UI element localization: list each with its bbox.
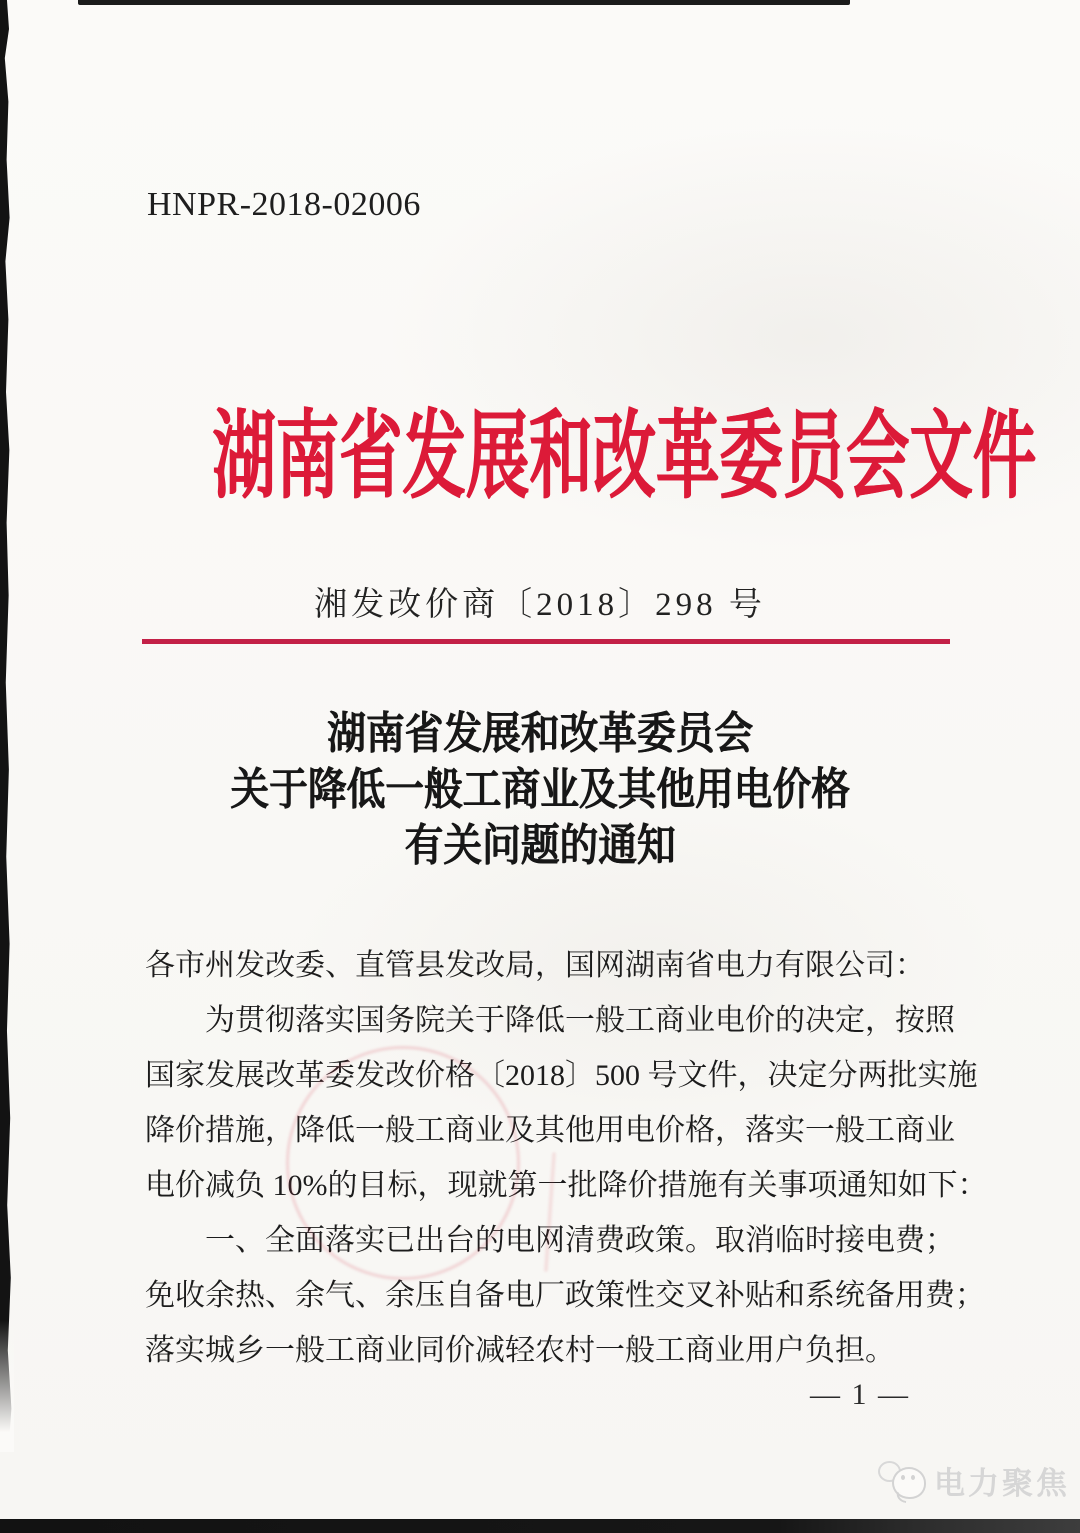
red-separator-rule (142, 639, 950, 644)
letterhead-title-text: 湖南省发展和改革委员会文件 (212, 403, 1036, 510)
letterhead-title (0, 380, 1080, 517)
body-line: 国家发展改革委发改价格〔2018〕500 号文件，决定分两批实施 (145, 1059, 978, 1092)
publisher-watermark (876, 1458, 1070, 1503)
scan-edge-bottom (0, 1519, 1080, 1533)
document-number: 湘发改价商〔2018〕298 号 (314, 587, 766, 623)
body-line: 降价措施，降低一般工商业及其他用电价格，落实一般工商业 (145, 1114, 955, 1147)
notice-title-line: 湖南省发展和改革委员会 (327, 709, 753, 758)
body-line: 电价减负 10%的目标，现就第一批降价措施有关事项通知如下： (145, 1169, 988, 1202)
body-line: 一、全面落实已出台的电网清费政策。取消临时接电费； (205, 1224, 955, 1257)
seal-ghost-circle (286, 1046, 520, 1280)
notice-title-line: 关于降低一般工商业及其他用电价格 (230, 765, 850, 814)
notice-title (0, 706, 1080, 874)
body-line: 免收余热、余气、余压自备电厂政策性交叉补贴和系统备用费； (145, 1279, 985, 1312)
body-line: 落实城乡一般工商业同价减轻农村一般工商业用户负担。 (145, 1334, 895, 1367)
watermark-label: 电力聚焦 (934, 1466, 1070, 1501)
chat-bubbles-icon (876, 1459, 928, 1503)
scan-edge-top (78, 0, 850, 5)
body-line: 为贯彻落实国务院关于降低一般工商业电价的决定，按照 (205, 1004, 955, 1037)
body-salutation-line: 各市州发改委、直管县发改局，国网湖南省电力有限公司： (145, 949, 925, 982)
notice-body (145, 938, 988, 1378)
notice-title-line: 有关问题的通知 (404, 821, 676, 870)
page-number: — 1 — (810, 1378, 910, 1411)
document-registration-code: HNPR-2018-02006 (147, 186, 421, 223)
